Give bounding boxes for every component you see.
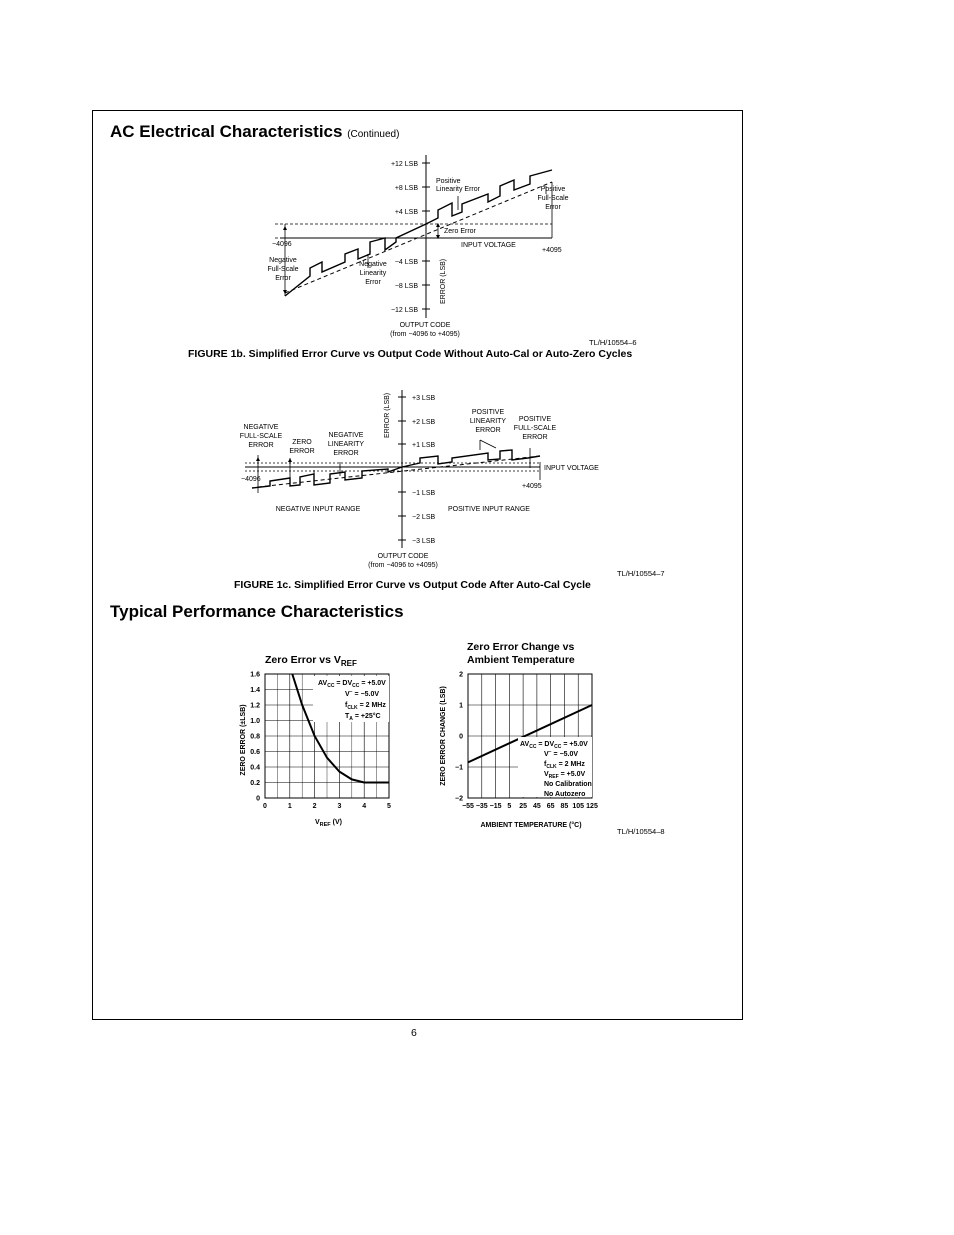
x-tick-label: 3 [337,803,342,810]
fig1b-caption: FIGURE 1b. Simplified Error Curve vs Output Code Without Auto-Cal or Auto-Zero Cycles [188,348,633,360]
fig1b-label-neg-lin: Error [365,279,381,286]
chart2-xlabel: AMBIENT TEMPERATURE (°C) [480,822,582,829]
fig1c-label-neg-lin: ERROR [333,450,359,457]
y-tick-label: 0.6 [250,749,260,756]
fig1c-label-pos-lin: ERROR [475,427,501,434]
chart2-conditions [518,737,592,798]
fig1b-label-pos-fs: Full-Scale [537,195,569,202]
fig1b-label-neg-fs: Full-Scale [267,266,299,273]
y-tick-label: 1.0 [250,718,260,725]
fig1c-ytick: −2 LSB [412,514,436,521]
x-tick-label: 105 [572,803,585,810]
fig1b-label-neg-fs: Negative [269,257,297,264]
fig1b-label-pos-fs: Error [545,204,561,211]
section-title-ac: AC Electrical Characteristics (Continued) [110,122,400,141]
y-tick-label: 0 [459,733,463,741]
x-tick-label: −55 [462,803,474,810]
chart2-title: Ambient Temperature [467,654,575,666]
section-title-typical: Typical Performance Characteristics [110,602,404,621]
fig1c-label-pos-lin: LINEARITY [469,418,507,425]
fig1c-ytick: −3 LSB [412,538,436,545]
x-tick-label: 85 [560,803,569,810]
fig1c-label-input: INPUT VOLTAGE [544,465,599,472]
y-tick-label: 1.6 [250,671,260,679]
fig1b-ytick: −4 LSB [394,259,418,266]
fig1c-label-zero: ERROR [289,448,315,455]
fig1c-label-neg-fs: ERROR [248,442,274,449]
fig1c-ytick: −1 LSB [412,490,436,497]
x-tick-label: 5 [507,803,512,810]
fig1c-caption: FIGURE 1c. Simplified Error Curve vs Output Code After Auto-Cal Cycle [234,579,591,591]
chart1-xlabel: $V_{REF}$ (V) [315,819,342,828]
fig1c-ytick: +2 LSB [412,419,436,426]
fig1b-label-input: INPUT VOLTAGE [461,242,516,249]
y-tick-label: 0 [256,795,260,803]
x-tick-label: 65 [546,803,555,810]
fig1c-label-neg-code: −4096 [241,476,261,483]
fig1b-y-axis-label: ERROR (LSB) [440,258,447,304]
x-tick-label: 1 [287,803,292,810]
x-tick-label: −35 [475,803,488,810]
fig1c-label-neg-lin: NEGATIVE [328,432,364,439]
fig1c-label-pos-fs: ERROR [522,434,548,441]
fig1c-label-neg-fs: FULL-SCALE [239,433,283,440]
fig1b-x-axis-label: OUTPUT CODE [399,322,451,329]
y-tick-label: 2 [459,671,463,679]
x-tick-label: 25 [519,803,528,810]
fig1b-id: TL/H/10554–6 [589,338,637,347]
fig1b-label-neg-code: −4096 [272,241,292,248]
fig1b-label-pos-lin: Positive [436,178,461,185]
fig1c-x-axis-label: (from −4096 to +4095) [368,562,438,569]
chart1-ylabel: ZERO ERROR (±LSB) [240,704,247,776]
fig1b-label-pos-lin: Linearity Error [436,186,480,193]
y-tick-label: 0.2 [250,780,260,787]
x-tick-label: 0 [263,803,267,810]
y-tick-label: −2 [455,795,463,803]
svg-text:V− = −5.0V: V− = −5.0V [544,749,579,758]
svg-text:TA = +25°C: $T_A = +25^\circ C$ [345,713,381,722]
fig1c-label-zero: ZERO [292,439,312,446]
y-tick-label: 0.8 [250,733,260,741]
fig1c-label-pos-fs: POSITIVE [518,416,552,423]
fig1c-label-pos-lin: POSITIVE [471,409,505,416]
fig1c-label-pos-fs: FULL-SCALE [513,425,557,432]
fig1b-ytick: +4 LSB [394,209,418,216]
fig1c-label-pos-code: +4095 [522,483,542,490]
svg-text:AVCC = DVCC = +5.0V: $AV_{CC} = DV_{CC} = +5.0V$ [520,741,588,750]
fig1c-label-neg-fs: NEGATIVE [243,424,279,431]
chart2-title: Zero Error Change vs [467,641,575,653]
perf-id: TL/H/10554–8 [617,827,665,836]
fig1c-id: TL/H/10554–7 [617,569,665,578]
fig1b-ytick: +8 LSB [394,185,418,192]
chart1-conditions [313,676,389,722]
svg-text:fCLK = 2 MHz: $f_{CLK} = 2$ MHz [345,702,386,711]
svg-text:AVCC = DVCC = +5.0V: $AV_{CC} = DV_{CC} = +5.0V$ [318,680,386,689]
fig1b-x-axis-label: (from −4096 to +4095) [390,331,460,338]
x-tick-label: 5 [387,803,391,810]
fig1b-ytick: −12 LSB [390,307,418,314]
svg-text:No Autozero: No Autozero [544,791,586,798]
continued-label: (Continued) [347,129,400,140]
x-tick-label: 45 [532,803,541,810]
page-number: 6 [411,1027,417,1039]
y-tick-label: 1.4 [250,687,260,694]
fig1b-label-neg-lin: Negative [359,261,387,268]
chart2-ylabel: ZERO ERROR CHANGE (LSB) [440,686,447,786]
svg-text:V− = −5.0V: V− = −5.0V [345,689,380,698]
y-tick-label: 0.4 [250,764,260,772]
svg-text:No Calibration: No Calibration [544,781,592,788]
fig1b-ytick: +12 LSB [390,161,418,168]
y-tick-label: −1 [455,764,463,772]
fig1c-ytick: +1 LSB [412,442,436,449]
x-tick-label: 125 [586,803,598,810]
fig1b-label-neg-lin: Linearity [359,270,387,277]
x-tick-label: 2 [312,803,317,810]
x-tick-label: −15 [489,803,502,810]
fig1b-label-neg-fs: Error [275,275,291,282]
svg-text:fCLK = 2 MHz: $f_{CLK} = 2$ MHz [544,761,585,770]
fig1c-ytick: +3 LSB [412,395,436,402]
fig1c-label-neg-lin: LINEARITY [327,441,365,448]
y-tick-label: 1 [459,702,463,710]
fig1b-label-pos-fs: Positive [540,186,566,193]
fig1b-label-pos-code: +4095 [542,247,562,254]
fig1c-y-axis-label: ERROR (LSB) [384,392,391,438]
fig1c-x-axis-label: OUTPUT CODE [377,553,429,560]
x-tick-label: 4 [362,803,367,810]
fig1b-ytick: −8 LSB [394,283,418,290]
chart1-title: Zero Error vs $V_{REF}$ [265,654,357,668]
fig1b-label-zero: Zero Error [444,228,476,235]
fig1c-label-pos-range: POSITIVE INPUT RANGE [448,506,530,513]
y-tick-label: 1.2 [250,702,260,710]
svg-text:VREF = +5.0V: $V_{REF} = +5.0V$ [544,771,586,780]
fig1c-label-neg-range: NEGATIVE INPUT RANGE [275,506,361,513]
